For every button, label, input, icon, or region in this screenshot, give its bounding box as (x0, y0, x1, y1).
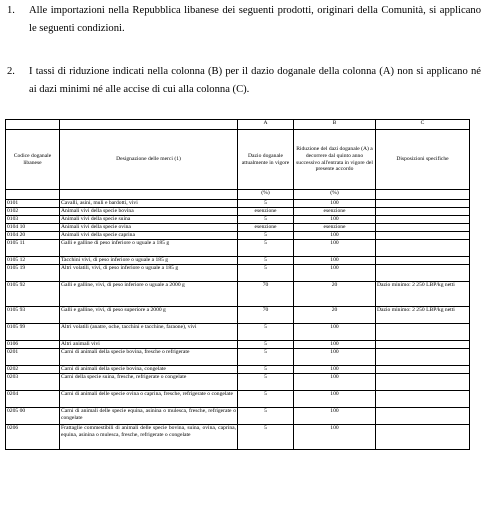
designation-cell: Galli e galline di peso inferiore o uguale a 185 g (60, 240, 238, 257)
table-row (6, 341, 470, 349)
designation-cell: Galli e galline, vivi, di peso superiore a 2000 g (60, 307, 238, 324)
reduction-b-cell: 100 (294, 374, 376, 391)
blank-cell (60, 190, 238, 200)
provisions-c-cell (376, 374, 470, 391)
reduction-b-cell: 100 (294, 408, 376, 425)
code-cell: 0202 (6, 366, 60, 374)
paragraph-number: 1. (7, 5, 15, 16)
code-cell: 0103 (6, 216, 60, 224)
designation-cell: Carni di animali della specie bovina, fresche o refrigerate (60, 349, 238, 366)
blank-cell (6, 190, 60, 200)
reduction-b-cell: 100 (294, 425, 376, 450)
duty-a-cell: 5 (238, 324, 294, 341)
header-a: Dazio doganale attualmente in vigore (238, 130, 294, 190)
blank-cell (376, 190, 470, 200)
designation-cell: Animali vivi della specie suina (60, 216, 238, 224)
header-c: Disposizioni specifiche (376, 130, 470, 190)
designation-cell: Frattaglie commestibili di animali delle specie bovina, suina, ovina, caprina, equina, asinina o mulesca, fresche, refrigerate o congelate (60, 425, 238, 450)
reduction-b-cell: 100 (294, 232, 376, 240)
provisions-c-cell (376, 324, 470, 341)
designation-cell: Carni della specie suina, fresche, refrigerate o congelate (60, 374, 238, 391)
paragraph-text: I tassi di riduzione indicati nella colonna (B) per il dazio doganale della colonna (A) non si applicano né ai dazi minimi né alle accise di cui alla colonna (C). (29, 66, 481, 95)
reduction-b-cell: 100 (294, 257, 376, 265)
designation-cell: Carni di animali della specie bovina, congelate (60, 366, 238, 374)
designation-cell: Altri volatili (anatre, oche, tacchini e tacchine, faraone), vivi (60, 324, 238, 341)
reduction-b-cell: 100 (294, 216, 376, 224)
provisions-c-cell (376, 232, 470, 240)
table-row (6, 200, 470, 208)
column-letter-a: A (238, 120, 294, 130)
provisions-c-cell (376, 240, 470, 257)
duty-a-cell: 5 (238, 425, 294, 450)
duty-a-cell: 70 (238, 307, 294, 324)
table-row (6, 282, 470, 307)
provisions-c-cell: Dazio minimo: 2 250 LBP/kg netti (376, 282, 470, 307)
duty-a-cell: 5 (238, 240, 294, 257)
reduction-b-cell: 100 (294, 324, 376, 341)
reduction-b-cell: 100 (294, 341, 376, 349)
code-cell: 0204 (6, 391, 60, 408)
column-letter-row (6, 120, 470, 130)
code-cell: 0102 (6, 208, 60, 216)
duty-a-cell: 70 (238, 282, 294, 307)
header-code: Codice doganale libanese (6, 130, 60, 190)
provisions-c-cell (376, 200, 470, 208)
provisions-c-cell: Dazio minimo: 2 250 LBP/kg netti (376, 307, 470, 324)
designation-cell: Altri animali vivi (60, 341, 238, 349)
table-row (6, 324, 470, 341)
designation-cell: Carni di animali delle specie equina, asinina o mulesca, fresche, refrigerate o congelate (60, 408, 238, 425)
blank-cell (6, 120, 60, 130)
designation-cell: Altri volatili, vivi, di peso inferiore o uguale a 185 g (60, 265, 238, 282)
duty-a-cell: 5 (238, 366, 294, 374)
table-row (6, 224, 470, 232)
provisions-c-cell (376, 349, 470, 366)
code-cell: 0206 (6, 425, 60, 450)
reduction-b-cell: 20 (294, 307, 376, 324)
designation-cell: Carni di animali delle specie ovina o caprina, fresche, refrigerate o congelate (60, 391, 238, 408)
code-cell: 0105 12 (6, 257, 60, 265)
reduction-b-cell: esenzione (294, 208, 376, 216)
header-row (6, 130, 470, 190)
duty-a-cell: 5 (238, 374, 294, 391)
tariff-table (5, 119, 470, 450)
table-row (6, 265, 470, 282)
unit-b: (%) (294, 190, 376, 200)
reduction-b-cell: 100 (294, 349, 376, 366)
units-row (6, 190, 470, 200)
provisions-c-cell (376, 265, 470, 282)
column-letter-b: B (294, 120, 376, 130)
code-cell: 0106 (6, 341, 60, 349)
table-row (6, 257, 470, 265)
duty-a-cell: 5 (238, 265, 294, 282)
duty-a-cell: 5 (238, 349, 294, 366)
provisions-c-cell (376, 208, 470, 216)
code-cell: 0104 10 (6, 224, 60, 232)
code-cell: 0105 11 (6, 240, 60, 257)
provisions-c-cell (376, 366, 470, 374)
code-cell: 0203 (6, 374, 60, 391)
header-designation: Designazione delle merci (1) (60, 130, 238, 190)
table-row (6, 374, 470, 391)
column-letter-c: C (376, 120, 470, 130)
duty-a-cell: 5 (238, 408, 294, 425)
designation-cell: Animali vivi della specie ovina (60, 224, 238, 232)
designation-cell: Animali vivi della specie caprina (60, 232, 238, 240)
provisions-c-cell (376, 224, 470, 232)
table-row (6, 216, 470, 224)
designation-cell: Animali vivi della specie bovina (60, 208, 238, 216)
duty-a-cell: 5 (238, 200, 294, 208)
reduction-b-cell: 100 (294, 200, 376, 208)
duty-a-cell: 5 (238, 341, 294, 349)
provisions-c-cell (376, 391, 470, 408)
code-cell: 0105 93 (6, 307, 60, 324)
reduction-b-cell: 100 (294, 391, 376, 408)
code-cell: 0105 92 (6, 282, 60, 307)
designation-cell: Tacchini vivi, di peso inferiore o uguale a 185 g (60, 257, 238, 265)
duty-a-cell: 5 (238, 232, 294, 240)
code-cell: 0101 (6, 200, 60, 208)
code-cell: 0105 19 (6, 265, 60, 282)
provisions-c-cell (376, 257, 470, 265)
reduction-b-cell: 100 (294, 265, 376, 282)
header-b: Riduzione del dazi doganale (A) a decorrere dal quinto anno successivo all'entrata in vigore del presente accordo (294, 130, 376, 190)
duty-a-cell: 5 (238, 257, 294, 265)
unit-a: (%) (238, 190, 294, 200)
designation-cell: Cavalli, asini, muli e bardotti, vivi (60, 200, 238, 208)
table-row (6, 391, 470, 408)
code-cell: 0104 20 (6, 232, 60, 240)
table-row (6, 307, 470, 324)
duty-a-cell: esenzione (238, 208, 294, 216)
reduction-b-cell: esenzione (294, 224, 376, 232)
table-row (6, 208, 470, 216)
paragraph-text: Alle importazioni nella Repubblica libanese dei seguenti prodotti, originari della Comunità, si applicano le seguenti condizioni. (29, 5, 481, 34)
table-row (6, 366, 470, 374)
code-cell: 0201 (6, 349, 60, 366)
blank-cell (60, 120, 238, 130)
table-row (6, 240, 470, 257)
reduction-b-cell: 20 (294, 282, 376, 307)
provisions-c-cell (376, 341, 470, 349)
table-row (6, 408, 470, 425)
paragraph-number: 2. (7, 66, 15, 77)
provisions-c-cell (376, 425, 470, 450)
reduction-b-cell: 100 (294, 366, 376, 374)
provisions-c-cell (376, 216, 470, 224)
designation-cell: Galli e galline, vivi, di peso inferiore o uguale a 2000 g (60, 282, 238, 307)
table-row (6, 232, 470, 240)
provisions-c-cell (376, 408, 470, 425)
table-row (6, 349, 470, 366)
code-cell: 0105 99 (6, 324, 60, 341)
duty-a-cell: 5 (238, 216, 294, 224)
table-row (6, 425, 470, 450)
duty-a-cell: 5 (238, 391, 294, 408)
duty-a-cell: esenzione (238, 224, 294, 232)
code-cell: 0205 00 (6, 408, 60, 425)
reduction-b-cell: 100 (294, 240, 376, 257)
